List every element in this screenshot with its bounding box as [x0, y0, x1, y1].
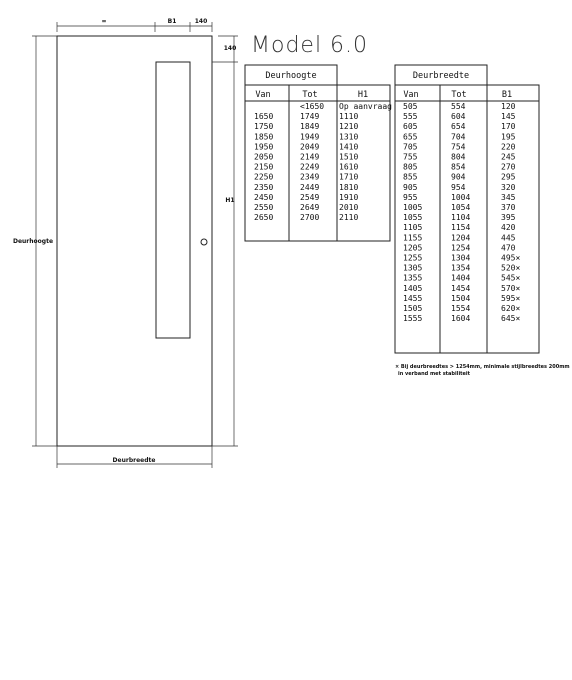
- width-table-cell: 1555: [403, 314, 423, 324]
- height-table-cell: 2150: [254, 162, 274, 172]
- height-table-cell: 2650: [254, 213, 274, 223]
- height-table-cell: 1710: [339, 172, 359, 182]
- height-table-title: Deurhoogte: [265, 71, 317, 81]
- width-table-cell: 320: [501, 182, 516, 192]
- width-table-cell: 604: [451, 112, 466, 122]
- width-table-cell: 495×: [501, 253, 521, 263]
- width-table-cell: 1004: [451, 192, 471, 202]
- height-table-cell: 2649: [300, 203, 320, 212]
- width-table-cell: 1154: [451, 223, 471, 233]
- height-table-cell: 2149: [300, 152, 320, 162]
- width-table-cell: 1204: [451, 233, 471, 243]
- width-table-cell: 1055: [403, 213, 423, 223]
- width-table-cell: 170: [501, 122, 516, 132]
- glass-panel: [156, 62, 190, 338]
- height-table-cell: 1110: [339, 112, 359, 122]
- width-table-cell: 755: [403, 152, 418, 162]
- height-table-cell: 2250: [254, 172, 274, 182]
- width-table-cell: 1005: [403, 203, 423, 212]
- width-table-cell: 654: [451, 122, 466, 132]
- width-table-cell: 1505: [403, 304, 423, 313]
- width-table-cell: 1404: [451, 273, 471, 283]
- width-table-cell: 1354: [451, 263, 471, 273]
- width-table-cell: 555: [403, 112, 418, 122]
- footnote-line-1: × Bij deurbreedtes > 1254mm, minimale stijlbreedtes 200mm: [395, 364, 570, 370]
- width-table-cell: 855: [403, 172, 418, 182]
- width-table-cell: 545×: [501, 273, 521, 283]
- height-table-cell: 2700: [300, 213, 320, 223]
- height-table-cell: 1810: [339, 182, 359, 192]
- side-dim-140-label: 140: [223, 45, 237, 52]
- width-table-cell: 120: [501, 102, 516, 111]
- width-table-cell: 1155: [403, 233, 423, 243]
- width-table-header-tot: Tot: [451, 90, 467, 100]
- height-table-cell: 2350: [254, 182, 274, 192]
- height-table-cell: 1849: [300, 122, 320, 132]
- height-table-cell: 2449: [300, 182, 320, 192]
- height-table-cell: 1310: [339, 132, 359, 142]
- height-table-cell: 1949: [300, 132, 320, 142]
- height-table-cell: 2050: [254, 152, 274, 162]
- height-table-cell: 1910: [339, 192, 359, 202]
- height-table-cell: 1210: [339, 122, 359, 132]
- top-dim-140-label: 140: [194, 18, 208, 25]
- height-table-cell: 1610: [339, 162, 359, 172]
- height-table-cell: 2249: [300, 162, 320, 172]
- width-table-cell: 804: [451, 152, 466, 162]
- width-table: [395, 65, 539, 353]
- width-table-cell: 370: [501, 203, 516, 212]
- door-handle: [201, 239, 207, 245]
- width-table-cell: 195: [501, 132, 516, 142]
- height-table-cell: 2049: [300, 142, 320, 152]
- width-table-cell: 645×: [501, 314, 521, 324]
- height-table-cell: 1510: [339, 152, 359, 162]
- width-table-cell: 705: [403, 142, 418, 152]
- width-table-cell: 620×: [501, 304, 521, 313]
- width-table-cell: 1105: [403, 223, 423, 233]
- width-table-cell: 145: [501, 112, 516, 122]
- width-table-cell: 904: [451, 172, 466, 182]
- width-table-cell: 470: [501, 243, 516, 253]
- height-table-cell: 1650: [254, 112, 274, 122]
- width-table-cell: 570×: [501, 283, 521, 293]
- width-table-cell: 345: [501, 192, 516, 202]
- height-table-cell: 1749: [300, 112, 320, 122]
- width-table-cell: 1104: [451, 213, 471, 223]
- width-table-cell: 1504: [451, 293, 471, 303]
- width-table-cell: 420: [501, 223, 516, 233]
- width-table-cell: 704: [451, 132, 466, 142]
- height-table-cell: 2450: [254, 192, 274, 202]
- width-table-cell: 1455: [403, 293, 423, 303]
- height-dimension-label: Deurhoogte: [12, 238, 54, 245]
- width-table-cell: 1304: [451, 253, 471, 263]
- height-table-cell: 2349: [300, 172, 320, 182]
- door-outline: [57, 36, 212, 446]
- width-table-cell: 520×: [501, 263, 521, 273]
- height-table-cell: 1750: [254, 122, 274, 132]
- top-dim-b1-label: B1: [167, 18, 177, 25]
- top-dim-equal-label: =: [101, 18, 107, 25]
- width-table-cell: 395: [501, 213, 516, 223]
- width-table-cell: 270: [501, 162, 516, 172]
- width-table-cell: 1554: [451, 304, 471, 313]
- height-table: [245, 65, 392, 241]
- width-table-cell: 954: [451, 182, 466, 192]
- footnote-line-2: in verband met stabiliteit: [398, 371, 471, 377]
- width-table-title: Deurbreedte: [412, 71, 470, 81]
- height-table-header-van: Van: [255, 90, 271, 100]
- width-table-cell: 754: [451, 142, 466, 152]
- width-dimension-label: Deurbreedte: [112, 457, 156, 464]
- width-table-cell: 854: [451, 162, 466, 172]
- height-table-cell: 1410: [339, 142, 359, 152]
- width-table-header-b1: B1: [501, 90, 513, 100]
- width-table-cell: 955: [403, 192, 418, 202]
- height-table-cell: 2549: [300, 192, 320, 202]
- height-table-cell: 2550: [254, 203, 274, 212]
- width-table-cell: 1305: [403, 263, 423, 273]
- width-table-cell: 505: [403, 102, 418, 111]
- width-table-cell: 245: [501, 152, 516, 162]
- width-table-cell: 1254: [451, 243, 471, 253]
- width-table-cell: 1454: [451, 283, 471, 293]
- height-table-cell: 1950: [254, 142, 274, 152]
- width-table-cell: 1405: [403, 283, 423, 293]
- width-table-cell: 595×: [501, 293, 521, 303]
- width-table-cell: 220: [501, 142, 516, 152]
- height-table-header-tot: Tot: [302, 90, 318, 100]
- height-table-cell: 2110: [339, 213, 359, 223]
- width-table-cell: 805: [403, 162, 418, 172]
- width-table-cell: 905: [403, 182, 418, 192]
- width-table-cell: 1604: [451, 314, 471, 324]
- height-table-cell: Op aanvraag: [339, 102, 392, 111]
- width-table-cell: 1054: [451, 203, 471, 212]
- height-table-cell: 1850: [254, 132, 274, 142]
- width-table-cell: 1355: [403, 273, 423, 283]
- height-table-cell: <1650: [300, 102, 325, 111]
- width-table-cell: 655: [403, 132, 418, 142]
- height-table-cell: 2010: [339, 203, 359, 212]
- width-table-cell: 1205: [403, 243, 423, 253]
- height-table-header-h1: H1: [357, 90, 369, 100]
- width-table-cell: 605: [403, 122, 418, 132]
- width-table-header-van: Van: [403, 90, 419, 100]
- width-table-cell: 554: [451, 102, 466, 111]
- width-table-cell: 295: [501, 172, 516, 182]
- h1-label: H1: [225, 197, 235, 204]
- width-table-cell: 1255: [403, 253, 423, 263]
- width-table-cell: 445: [501, 233, 516, 243]
- door-drawing: [13, 18, 238, 468]
- model-title: Model 6.0: [251, 33, 369, 58]
